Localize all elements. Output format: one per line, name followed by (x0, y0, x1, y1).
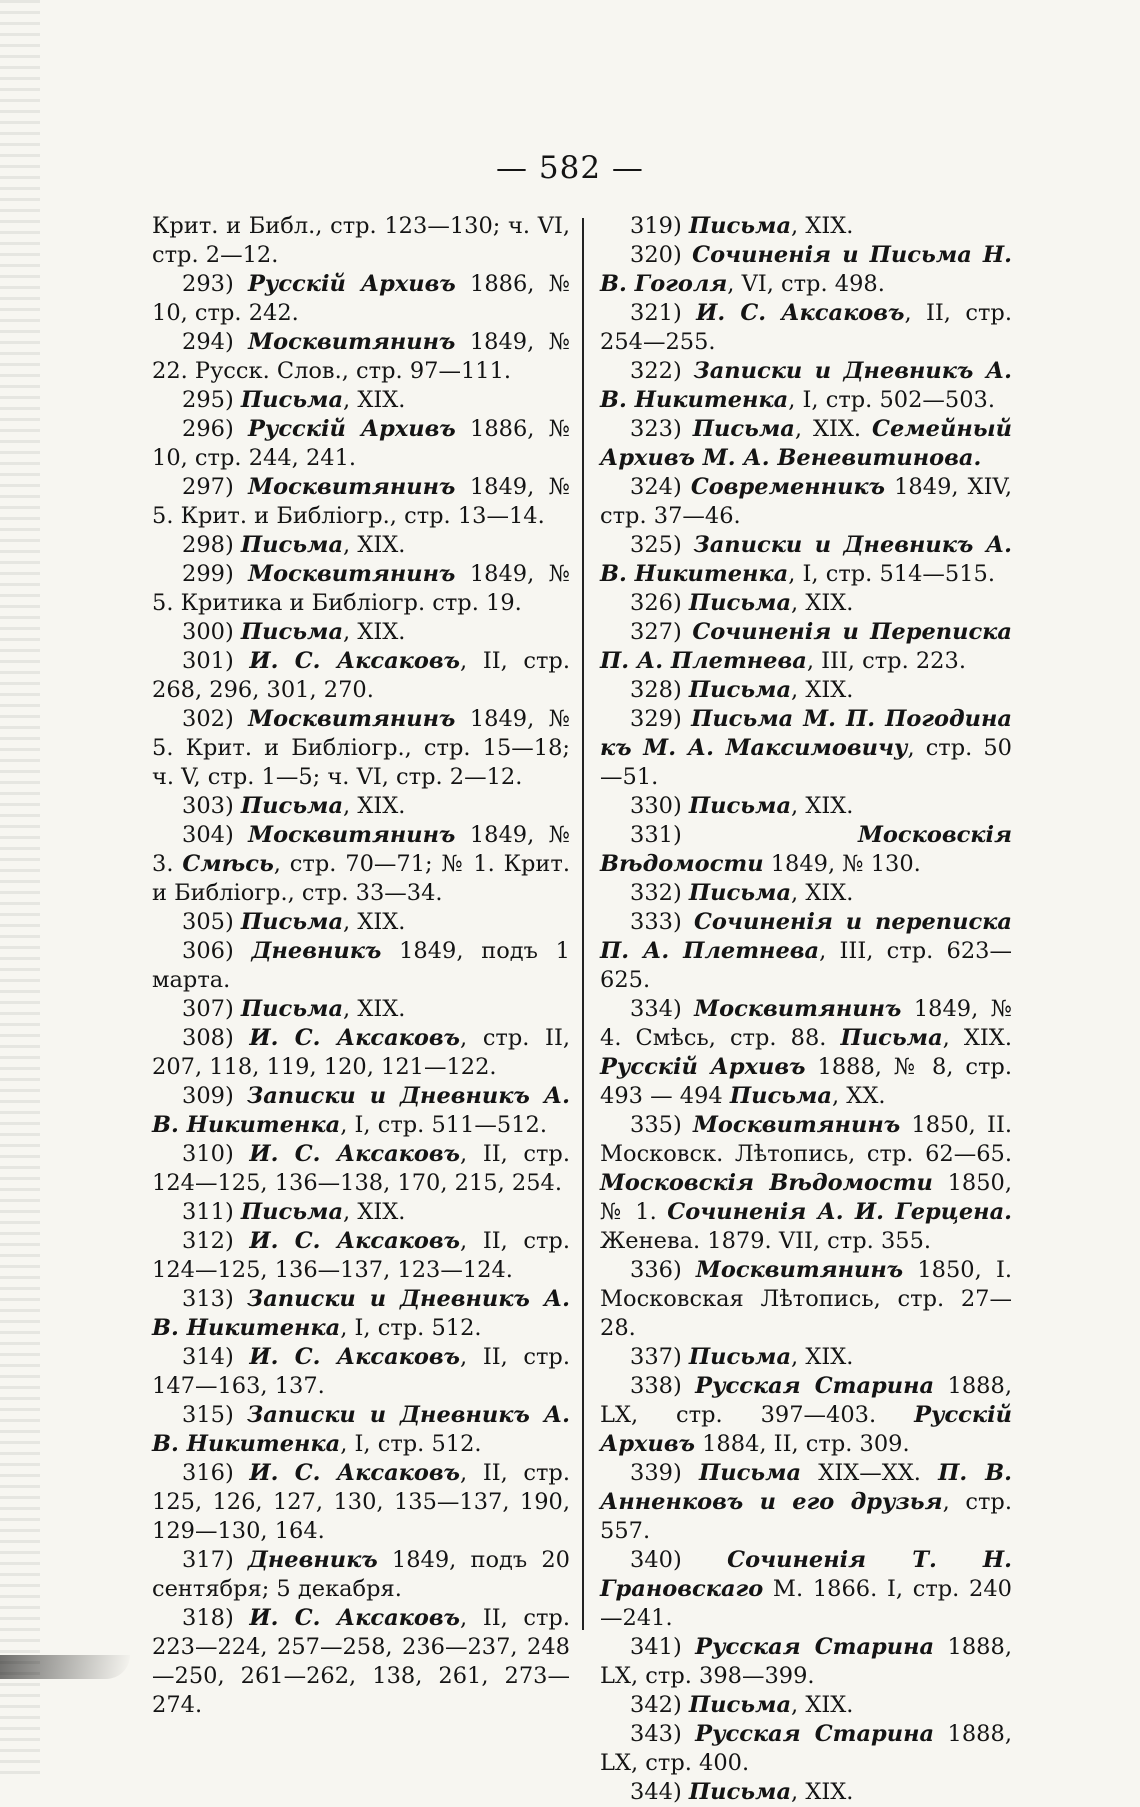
citation-title: Сочиненія А. И. Герцена. (667, 1199, 1012, 1225)
citation-text: 314) (182, 1344, 250, 1370)
footnote-entry (600, 473, 1012, 531)
citation-text: 323) (630, 416, 693, 442)
citation-title: Письма (688, 1692, 792, 1718)
citation-title: Письма (698, 1460, 802, 1486)
citation-text: 1886, № 10, стр. 242. (152, 271, 570, 326)
citation-text: М. 1866. I, стр. 240—241. (600, 1576, 1012, 1631)
citation-text: , XIX. (791, 793, 854, 819)
citation-text: 1888, LX, стр. 398—399. (600, 1634, 1012, 1689)
footnote-entry (600, 879, 1012, 908)
citation-text: 301) (182, 648, 250, 674)
citation-title: Москвитянинъ (248, 822, 456, 848)
citation-text: , XIX. (791, 880, 854, 906)
citation-title: И. С. Аксаковъ (249, 1141, 461, 1167)
footnote-entry (600, 792, 1012, 821)
citation-text: , VI, стр. 498. (727, 271, 885, 297)
citation-text: 1849, подъ 1 марта. (152, 938, 570, 993)
citation-title: И. С. Аксаковъ (696, 300, 905, 326)
footnote-entry (152, 560, 570, 618)
footnote-entry (600, 705, 1012, 792)
citation-text: , I, стр. 512. (340, 1315, 482, 1341)
citation-title: Русская Старина (695, 1634, 935, 1660)
citation-text: 300) (182, 619, 241, 645)
citation-text: , XIX. (343, 793, 406, 819)
citation-text: 309) (182, 1083, 247, 1109)
citation-text: 1849, № 5. Крит. и Библіогр., стр. 13—14. (152, 474, 570, 529)
citation-text: 330) (630, 793, 689, 819)
citation-text: 293) (182, 271, 248, 297)
citation-title: Семейный Архивъ М. А. Веневитинова. (600, 416, 1012, 471)
footnote-entry (152, 821, 570, 908)
scan-smudge (0, 1655, 130, 1679)
citation-text: , I, стр. 502—503. (788, 387, 996, 413)
citation-text: , стр. 50—51. (600, 735, 1012, 790)
footnote-entry (152, 705, 570, 792)
footnote-entry (152, 386, 570, 415)
citation-title: Москвитянинъ (248, 706, 456, 732)
citation-text: 336) (630, 1257, 696, 1283)
citation-text: , XIX. (791, 213, 854, 239)
citation-text: 317) (182, 1547, 248, 1573)
citation-text: 324) (630, 474, 691, 500)
citation-text: 338) (630, 1373, 696, 1399)
footnote-entry (600, 1372, 1012, 1459)
citation-title: Записки и Дневникъ А. В. Никитенка (152, 1402, 570, 1457)
citation-title: Русскій Архивъ (247, 416, 456, 442)
citation-text: 1849, № 22. Русск. Слов., стр. 97—111. (152, 329, 570, 384)
citation-text: 339) (630, 1460, 699, 1486)
citation-text: , стр. 70—71; № 1. Крит. и Библіогр., стр. 33—34. (152, 851, 571, 906)
citation-title: Русская Старина (695, 1721, 935, 1747)
citation-text: 311) (182, 1199, 241, 1225)
footnote-entry (152, 270, 570, 328)
citation-text: , II, стр. 124—125, 136—137, 123—124. (152, 1228, 570, 1283)
citation-text: 310) (182, 1141, 250, 1167)
citation-text: , XIX. (343, 387, 406, 413)
citation-title: Записки и Дневникъ А. В. Никитенка (152, 1083, 570, 1138)
citation-title: Письма (688, 1344, 792, 1370)
citation-text: 296) (182, 416, 248, 442)
citation-text: 1849, № 130. (763, 851, 921, 877)
citation-text: 332) (630, 880, 689, 906)
citation-text: , II, стр. 125, 126, 127, 130, 135—137, 190, 129—130, 164. (152, 1460, 570, 1544)
citation-title: Письма (692, 416, 795, 442)
citation-title: Письма (688, 880, 792, 906)
citation-text: 312) (182, 1228, 250, 1254)
citation-text: 307) (182, 996, 241, 1022)
citation-text: , II, стр. 268, 296, 301, 270. (152, 648, 570, 703)
citation-title: Письма (688, 590, 792, 616)
citation-title: И. С. Аксаковъ (249, 1460, 461, 1486)
citation-text: 340) (630, 1547, 728, 1573)
citation-title: Письма (688, 1779, 792, 1805)
citation-text: 305) (182, 909, 241, 935)
citation-text: 1849, XIV, стр. 37—46. (600, 474, 1012, 529)
citation-text: 343) (630, 1721, 696, 1747)
citation-title: Письма (688, 677, 792, 703)
citation-text: 1850, № 1. (600, 1170, 1012, 1225)
citation-text: 1849, № 5. Критика и Библіогр. стр. 19. (152, 561, 570, 616)
footnote-entry (600, 1343, 1012, 1372)
footnote-entry (152, 647, 570, 705)
citation-text: , III, стр. 623—625. (600, 938, 1012, 993)
citation-title: И. С. Аксаковъ (249, 1344, 461, 1370)
citation-text: , XIX. (791, 590, 854, 616)
footnote-entry (152, 1343, 570, 1401)
citation-text: Крит. и Библ., стр. 123—130; ч. VI, стр. 2—12. (152, 213, 570, 268)
citation-text: , XIX. (794, 416, 873, 442)
citation-title: Письма (840, 1025, 943, 1051)
footnote-entry (152, 1285, 570, 1343)
citation-text: 321) (630, 300, 697, 326)
citation-text: 342) (630, 1692, 689, 1718)
citation-text: 322) (630, 358, 694, 384)
citation-text: 326) (630, 590, 689, 616)
citation-title: И. С. Аксаковъ (249, 1605, 461, 1631)
footnote-entry (152, 618, 570, 647)
citation-title: Письма (688, 213, 792, 239)
citation-title: Московскія Вѣдомости (600, 822, 1012, 877)
citation-title: Письма (240, 1199, 344, 1225)
citation-title: Москвитянинъ (248, 561, 456, 587)
citation-text: 329) (630, 706, 692, 732)
citation-text: , III, стр. 223. (806, 648, 966, 674)
citation-title: Русская Старина (695, 1373, 935, 1399)
citation-text: , XX. (832, 1083, 886, 1109)
footnote-entry (152, 415, 570, 473)
citation-title: Русскій Архивъ (247, 271, 456, 297)
citation-title: Москвитянинъ (248, 474, 456, 500)
citation-text: 306) (182, 938, 252, 964)
citation-text: , XIX. (343, 1199, 406, 1225)
footnote-entry (152, 1227, 570, 1285)
footnote-entry (152, 473, 570, 531)
footnote-entry (600, 821, 1012, 879)
citation-text: 331) (630, 822, 858, 848)
citation-text: Женева. 1879. VII, стр. 355. (600, 1228, 932, 1254)
citation-text: , II, стр. 147—163, 137. (152, 1344, 570, 1399)
citation-title: Записки и Дневникъ А. В. Никитенка (600, 532, 1012, 587)
citation-title: И. С. Аксаковъ (249, 1025, 461, 1051)
citation-title: Письма (688, 793, 792, 819)
footnote-entry (600, 1459, 1012, 1546)
footnote-entry (152, 792, 570, 821)
citation-title: Русскій Архивъ (600, 1054, 806, 1080)
citation-text: 308) (182, 1025, 250, 1051)
citation-text: , стр. II, 207, 118, 119, 120, 121—122. (152, 1025, 570, 1080)
citation-title: И. С. Аксаковъ (249, 648, 461, 674)
footnote-entry (600, 1256, 1012, 1343)
footnote-entry (600, 415, 1012, 473)
citation-text: 325) (630, 532, 694, 558)
column-divider (582, 218, 584, 1630)
citation-text: 1850, II. Московск. Лѣтопись, стр. 62—65. (600, 1112, 1012, 1167)
footnote-entry (600, 299, 1012, 357)
citation-text: 298) (182, 532, 241, 558)
citation-text: 344) (630, 1779, 689, 1805)
citation-title: Записки и Дневникъ А. В. Никитенка (152, 1286, 570, 1341)
footnote-entry (152, 531, 570, 560)
citation-text: , XIX. (791, 1779, 854, 1805)
footnote-entry (152, 1546, 570, 1604)
footnote-entry (600, 618, 1012, 676)
citation-text: 319) (630, 213, 689, 239)
citation-text: 328) (630, 677, 689, 703)
citation-title: Современникъ (690, 474, 886, 500)
citation-title: Письма М. П. Погодина къ М. А. Максимовичу (600, 706, 1012, 761)
citation-text: 1884, II, стр. 309. (694, 1431, 910, 1457)
footnote-entry (152, 1140, 570, 1198)
citation-text: , XIX. (343, 996, 406, 1022)
citation-text: 318) (182, 1605, 250, 1631)
footnote-entry (600, 1633, 1012, 1691)
scan-edge-speckle (0, 0, 40, 1775)
footnote-entry (600, 676, 1012, 705)
left-column (152, 212, 570, 1720)
footnote-entry (600, 1111, 1012, 1256)
footnote-entry (600, 1546, 1012, 1633)
citation-text: 1888, № 8, стр. 493 — 494 (600, 1054, 1012, 1109)
citation-title: Сочиненія и Переписка П. А. Плетнева (600, 619, 1012, 674)
footnote-entry (152, 1401, 570, 1459)
citation-text: , XIX. (343, 532, 406, 558)
citation-text: 294) (182, 329, 249, 355)
citation-text: 1849, № 5. Крит. и Библіогр., стр. 15—18; ч. V, стр. 1—5; ч. VI, стр. 2—12. (152, 706, 570, 790)
citation-text: 1849, подъ 20 сентября; 5 декабря. (152, 1547, 570, 1602)
citation-title: Письма (240, 387, 344, 413)
citation-text: , II, стр. 254—255. (600, 300, 1012, 355)
footnote-entry (600, 908, 1012, 995)
citation-text: , II, стр. 223—224, 257—258, 236—237, 248—250, 261—262, 138, 261, 273—274. (152, 1605, 570, 1718)
citation-text: 313) (182, 1286, 247, 1312)
footnote-entry (152, 908, 570, 937)
footnote-entry (152, 1198, 570, 1227)
citation-text: , XIX. (942, 1025, 1012, 1051)
citation-title: Москвитянинъ (692, 1112, 901, 1138)
citation-text: 316) (182, 1460, 250, 1486)
footnote-entry (152, 1024, 570, 1082)
footnote-entry (600, 1720, 1012, 1778)
footnote-entry (600, 241, 1012, 299)
citation-text: 1849, № 4. Смѣсь, стр. 88. (600, 996, 1012, 1051)
citation-text: 303) (182, 793, 241, 819)
citation-text: 302) (182, 706, 249, 732)
right-column (600, 212, 1012, 1807)
citation-text: , XIX. (343, 909, 406, 935)
citation-text: 297) (182, 474, 249, 500)
footnote-entry (152, 1082, 570, 1140)
citation-title: Письма (240, 793, 344, 819)
citation-text: , XIX. (343, 619, 406, 645)
citation-text: 304) (182, 822, 249, 848)
citation-text: 327) (630, 619, 693, 645)
footnote-entry (152, 212, 570, 270)
page-number: — 582 — (496, 150, 644, 186)
citation-text: , XIX. (791, 1692, 854, 1718)
citation-title: Сочиненія и переписка П. А. Плетнева (600, 909, 1012, 964)
footnote-entry (600, 995, 1012, 1111)
citation-text: 299) (182, 561, 249, 587)
citation-text: 341) (630, 1634, 696, 1660)
citation-text: , XIX. (791, 677, 854, 703)
footnote-entry (600, 531, 1012, 589)
footnote-entry (600, 357, 1012, 415)
citation-text: , I, стр. 511—512. (340, 1112, 548, 1138)
citation-text: 337) (630, 1344, 689, 1370)
citation-text: , стр. 557. (600, 1489, 1012, 1544)
citation-title: Смѣсь (182, 851, 274, 877)
citation-text: 295) (182, 387, 241, 413)
citation-text: 334) (630, 996, 695, 1022)
citation-text: , II, стр. 124—125, 136—138, 170, 215, 254. (152, 1141, 570, 1196)
citation-title: Москвитянинъ (694, 996, 902, 1022)
citation-title: Дневникъ (247, 1547, 378, 1573)
footnote-entry (600, 212, 1012, 241)
citation-text: 1888, LX, стр. 397—403. (600, 1373, 1012, 1428)
citation-text: 320) (630, 242, 693, 268)
citation-text: , I, стр. 514—515. (788, 561, 996, 587)
citation-text: 1850, I. Московская Лѣтопись, стр. 27—28. (600, 1257, 1012, 1341)
citation-title: Записки и Дневникъ А. В. Никитенка (600, 358, 1012, 413)
citation-title: Письма (240, 996, 344, 1022)
citation-title: И. С. Аксаковъ (249, 1228, 461, 1254)
citation-text: , XIX. (791, 1344, 854, 1370)
citation-text: 335) (630, 1112, 693, 1138)
citation-title: Дневникъ (251, 938, 382, 964)
footnote-entry (600, 589, 1012, 618)
footnote-entry (152, 995, 570, 1024)
citation-title: Сочиненія и Письма Н. В. Гоголя (600, 242, 1012, 297)
citation-title: Московскія Вѣдомости (600, 1170, 933, 1196)
citation-title: Русскій Архивъ (600, 1402, 1012, 1457)
citation-text: , I, стр. 512. (340, 1431, 482, 1457)
footnote-entry (600, 1778, 1012, 1807)
footnote-entry (152, 937, 570, 995)
citation-title: Письма (240, 619, 344, 645)
citation-title: Москвитянинъ (695, 1257, 904, 1283)
citation-text: 1849, № 3. (152, 822, 570, 877)
citation-title: Сочиненія Т. Н. Грановскаго (600, 1547, 1012, 1602)
citation-title: П. В. Анненковъ и его друзья (600, 1460, 1012, 1515)
citation-title: Письма (240, 532, 344, 558)
footnote-entry (600, 1691, 1012, 1720)
citation-title: Письма (729, 1083, 832, 1109)
citation-text: 315) (182, 1402, 247, 1428)
citation-title: Письма (240, 909, 344, 935)
citation-text: 1886, № 10, стр. 244, 241. (152, 416, 570, 471)
citation-text: XIX—XX. (801, 1460, 939, 1486)
footnote-entry (152, 328, 570, 386)
footnote-entry (152, 1459, 570, 1546)
citation-text: 333) (630, 909, 694, 935)
footnote-entry (152, 1604, 570, 1720)
citation-text: 1888, LX, стр. 400. (600, 1721, 1012, 1776)
citation-title: Москвитянинъ (248, 329, 456, 355)
